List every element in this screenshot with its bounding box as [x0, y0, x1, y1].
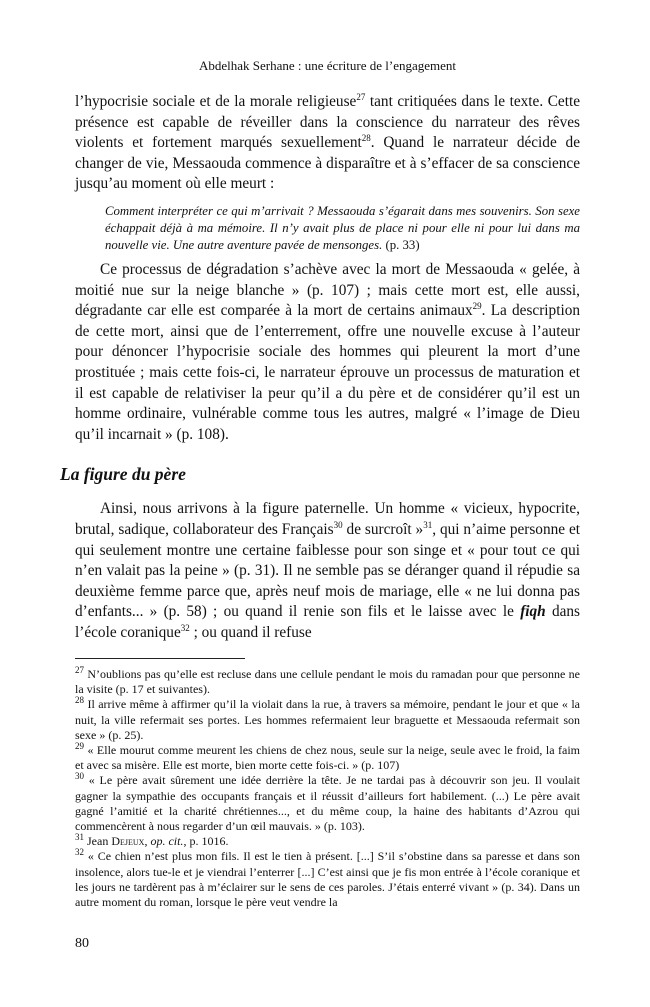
- p1-text-c: . Quand le narrateur décide de changer de vie, Messaouda commence à disparaître et à s’effacer de sa conscience jusqu’au moment où elle meurt :: [75, 134, 580, 193]
- footnote-text: ,: [144, 834, 151, 849]
- footnote-28: [75, 697, 580, 743]
- op-cit: op. cit.: [150, 834, 184, 849]
- footnotes: [75, 658, 580, 910]
- page-number: 80: [75, 936, 89, 951]
- footnote-number: 32: [75, 847, 84, 858]
- footnote-text: , p. 1016.: [183, 834, 229, 849]
- section-heading: La figure du père: [60, 464, 186, 485]
- block-quote: [105, 203, 580, 254]
- footnote-rule: [75, 658, 245, 659]
- quote-text: Comment interpréter ce qui m’arrivait ? Messaouda s’égarait dans mes souvenirs. Son sexe échappait déjà à ma mémoire. Il n’y avait plus de place ni pour elle ni pour lui dans ma nouvelle vie. Une autre aventure pavée de mensonges.: [105, 203, 580, 252]
- quote-ref: (p. 33): [382, 237, 420, 252]
- footnote-ref-31[interactable]: 31: [423, 519, 433, 530]
- p1-text-a: l’hypocrisie sociale et de la morale religieuse: [75, 93, 357, 110]
- footnote-text: « Le père avait sûrement une idée derrière la tête. Je ne tardai pas à découvrir son jeu. Il voulait gagner la sympathie des occupants français et il réussit d’ailleurs fort habilement. (...) Le père avait gagné l’amitié et la charité chrétiennes..., et du même coup, la haine des habitants d’Azrou qui commencèrent à nous regarder d’un œil mauvais. » (p. 103).: [75, 773, 580, 834]
- footnote-ref-27[interactable]: 27: [356, 91, 366, 102]
- p2-text-a: Ce processus de dégradation s’achève avec la mort de Messaouda « gelée, à moitié nue sur la neige blanche » (p. 107) ; mais cette mort est, elle aussi, dégradante car elle est comparée à la mort de certains animaux: [75, 260, 580, 320]
- paragraph-1: [75, 92, 580, 195]
- footnote-number: 30: [75, 771, 84, 782]
- footnote-27: [75, 667, 580, 697]
- paragraph-2: [75, 260, 580, 445]
- footnote-31: [75, 834, 580, 849]
- footnote-text: Jean: [84, 834, 112, 849]
- p3-text-b: de surcroît »: [342, 520, 424, 538]
- footnote-text: Il arrive même à affirmer qu’il la violait dans la rue, à travers sa mémoire, pendant le jour et que « la nuit, la ville refermait ses portes. Les hommes refermaient leur braguette et Messaouda refermait son sexe » (p. 25).: [75, 697, 580, 742]
- fiqh-term: fiqh: [520, 603, 546, 621]
- p3-text-d: dans l’école coranique: [75, 603, 580, 641]
- footnote-number: 29: [75, 741, 84, 752]
- page-body: [60, 58, 580, 643]
- footnote-ref-28[interactable]: 28: [361, 133, 371, 144]
- footnote-text: « Ce chien n’est plus mon fils. Il est le tien à présent. [...] S’il s’obstine dans sa paresse et dans son insolence, alors tue-le et je viendrai l’enterrer [...] C’est ainsi que je fis mon entrée à l’école coranique et les jours ne tardèrent pas à m’éclairer sur le sens de ces paroles. J’étais enterré vivant » (p. 34). Dans un autre moment du roman, lorsque le père veut vendre la: [75, 849, 580, 910]
- p1-text-b: tant critiquées dans le texte. Cette présence est capable de réveiller dans la conscience du narrateur des rêves violents et fortement marqués sexuellement: [75, 93, 580, 152]
- footnote-ref-29[interactable]: 29: [472, 301, 482, 312]
- p3-text-a: Ainsi, nous arrivons à la figure paternelle. Un homme « vicieux, hypocrite, brutal, sadique, collaborateur des Français: [75, 500, 580, 538]
- footnote-number: 27: [75, 665, 84, 675]
- footnote-text: N’oublions pas qu’elle est recluse dans une cellule pendant le mois du ramadan pour que personne ne la visite (p. 17 et suivantes).: [75, 667, 580, 697]
- footnote-text: « Elle mourut comme meurent les chiens de chez nous, seule sur la neige, seule avec le froid, la faim et avec sa misère. Elle est morte, bien morte cette fois-ci. » (p. 107): [75, 743, 580, 773]
- p2-text-b: . La description de cette mort, ainsi que de l’enterrement, offre une nouvelle excuse à l’auteur pour dénoncer l’hypocrisie sociale des hommes qui pleurent la mort d’une prostituée ; mais cette fois-ci, le narrateur éprouve un processus de maturation et il est capable de relativiser la peur qu’il a du père et de considérer qu’il est un homme ordinaire, vulnérable comme tous les autres, malgré « l’image de Dieu qu’il incarnait » (p. 108).: [75, 302, 580, 443]
- footnote-30: [75, 773, 580, 834]
- footnote-32: [75, 849, 580, 910]
- footnote-ref-30[interactable]: 30: [333, 519, 343, 530]
- footnote-number: 31: [75, 832, 84, 843]
- footnote-ref-32[interactable]: 32: [180, 622, 190, 633]
- p3-text-c: , qui n’aime personne et qui seulement montre une certaine faiblesse pour son singe et « pour tout ce qui n’en valait pas la peine » (p. 31). Il ne semble pas se déranger quand il répudie sa deuxième femme parce que, après neuf mois de mariage, elle « ne lui donna pas d’enfants... » (p. 58) ; ou quand il renie son fils et le laisse avec le: [75, 520, 580, 621]
- running-head: Abdelhak Serhane : une écriture de l’engagement: [199, 58, 456, 73]
- p3-text-e: ; ou quand il refuse: [189, 623, 312, 641]
- footnote-number: 28: [75, 695, 84, 706]
- paragraph-3: [75, 499, 580, 643]
- footnote-29: [75, 743, 580, 773]
- author-name: Dejeux: [111, 834, 145, 849]
